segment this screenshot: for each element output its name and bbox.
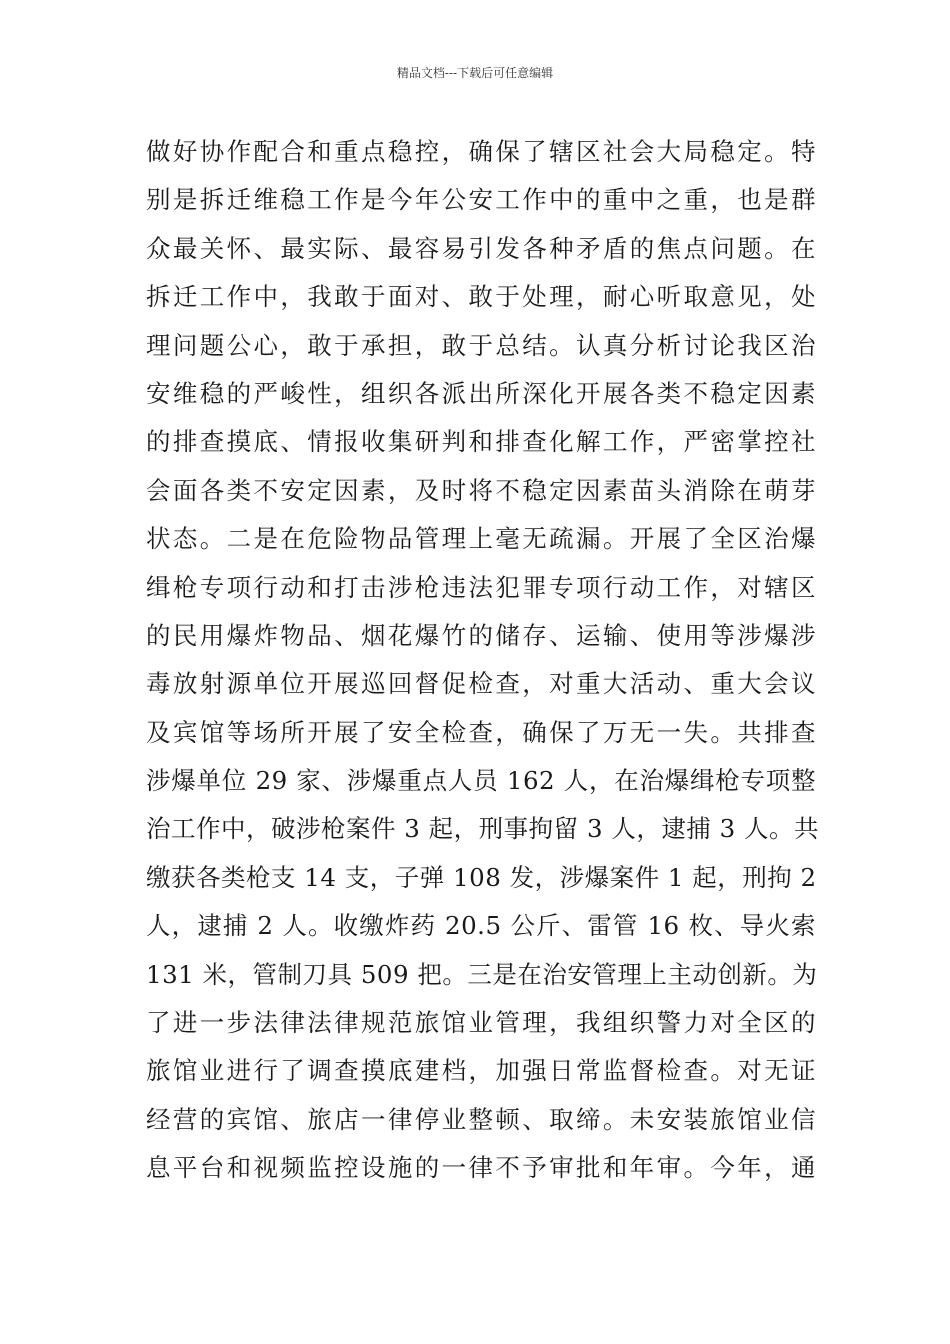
- text-line: 别是拆迁维稳工作是今年公安工作中的重中之重，也是群: [146, 185, 816, 215]
- text-line: 安维稳的严峻性，组织各派出所深化开展各类不稳定因素: [146, 378, 816, 408]
- text-line: 涉爆单位 29 家、涉爆重点人员 162 人，在治爆缉枪专项整: [146, 766, 816, 796]
- text-line: 治工作中，破涉枪案件 3 起，刑事拘留 3 人，逮捕 3 人。共: [146, 814, 819, 844]
- text-line: 拆迁工作中，我敢于面对、敢于处理，耐心听取意见，处: [146, 282, 816, 312]
- text-line: 了进一步法律法律规范旅馆业管理，我组织警力对全区的: [146, 1008, 816, 1038]
- document-body: [146, 128, 819, 1193]
- text-line: 会面各类不安定因素，及时将不稳定因素苗头消除在萌芽: [146, 475, 816, 505]
- text-line: 状态。二是在危险物品管理上毫无疏漏。开展了全区治爆: [146, 524, 816, 554]
- text-line: 及宾馆等场所开展了安全检查，确保了万无一失。共排查: [146, 717, 816, 747]
- text-line: 人，逮捕 2 人。收缴炸药 20.5 公斤、雷管 16 枚、导火索: [146, 911, 816, 941]
- text-line: 旅馆业进行了调查摸底建档，加强日常监督检查。对无证: [146, 1056, 816, 1086]
- text-line: 缉枪专项行动和打击涉枪违法犯罪专项行动工作，对辖区: [146, 572, 816, 602]
- text-line: 理问题公心，敢于承担，敢于总结。认真分析讨论我区治: [146, 330, 816, 360]
- text-line: 的民用爆炸物品、烟花爆竹的储存、运输、使用等涉爆涉: [146, 620, 816, 650]
- text-line: 的排查摸底、情报收集研判和排查化解工作，严密掌控社: [146, 427, 816, 457]
- text-line: 经营的宾馆、旅店一律停业整顿、取缔。未安装旅馆业信: [146, 1104, 816, 1134]
- text-line: 做好协作配合和重点稳控，确保了辖区社会大局稳定。特: [146, 137, 816, 166]
- text-line: 131 米，管制刀具 509 把。三是在治安管理上主动创新。为: [146, 959, 818, 989]
- text-line: 息平台和视频监控设施的一律不予审批和年审。今年，通: [146, 1153, 816, 1183]
- text-line: 毒放射源单位开展巡回督促检查，对重大活动、重大会议: [146, 669, 816, 699]
- text-line: 缴获各类枪支 14 支，子弹 108 发，涉爆案件 1 起，刑拘 2: [146, 862, 817, 892]
- text-line: 众最关怀、最实际、最容易引发各种矛盾的焦点问题。在: [146, 233, 816, 263]
- page-header: 精品文档---下载后可任意编辑: [396, 66, 554, 80]
